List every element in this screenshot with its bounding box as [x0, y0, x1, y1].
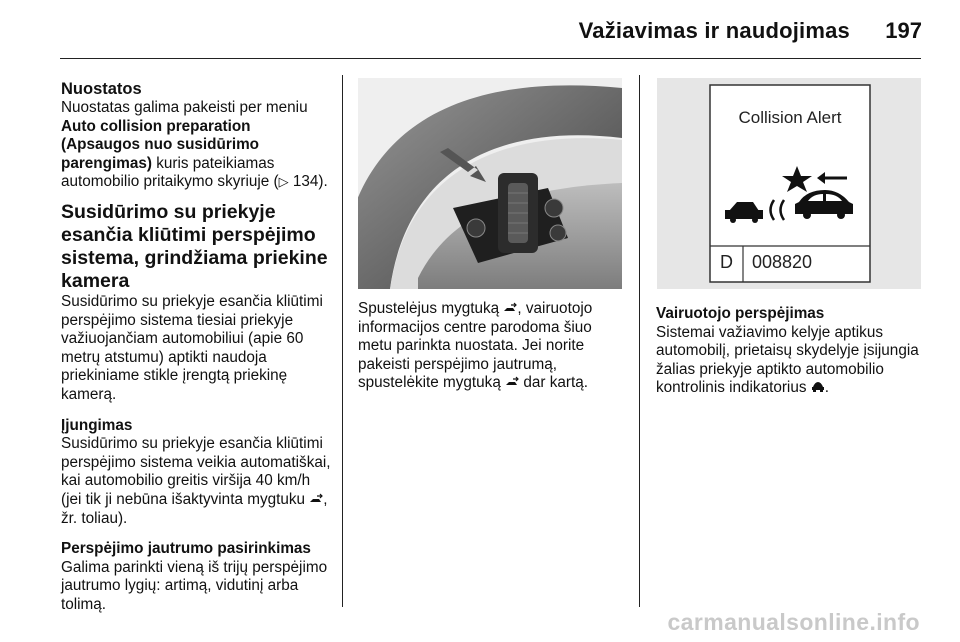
watermark: carmanualsonline.info	[667, 609, 920, 635]
collision-alert-button-icon	[505, 375, 519, 390]
alert-gear: D	[720, 252, 733, 272]
activation-paragraph	[61, 435, 333, 528]
right-text-1: Sistemai važiavimo kelyje aptikus automobilį, prietaisų skydelyje įsijungia žalias priekyje aptikto automobilio kontrolinis indikatorius	[656, 323, 919, 397]
vehicle-ahead-indicator-icon	[811, 380, 825, 395]
settings-page-ref: 134).	[288, 173, 328, 191]
sensitivity-paragraph: Galima parinkti vieną iš trijų perspėjimo jautrumo lygių: artimą, vidutinį arba tolimą.	[61, 558, 328, 613]
settings-text-2: kuris pateikiamas automobilio pritaikymo skyriuje (	[61, 154, 279, 191]
activation-text-2: , žr. toliau).	[61, 490, 328, 527]
middle-text-1: Spustelėjus mygtuką	[358, 300, 504, 317]
right-text-2: .	[824, 379, 829, 397]
column-divider-1	[342, 75, 343, 607]
right-column	[656, 305, 928, 398]
middle-paragraph	[358, 300, 630, 393]
middle-column	[358, 300, 630, 393]
alert-odometer: 008820	[752, 252, 813, 272]
settings-paragraph	[61, 99, 333, 192]
left-column	[61, 80, 333, 614]
alert-title: Collision Alert	[738, 108, 842, 127]
collision-alert-button-icon	[503, 301, 517, 316]
middle-text-3: dar kartą.	[519, 374, 588, 392]
activation-text-1: Susidūrimo su priekyje esančia kliūtimi perspėjimo sistema veikia automatiškai, kai automobilio greitis viršija 40 km/h (jei tik ji nebūna išaktyvinta mygtuku	[61, 435, 331, 508]
column-divider-2	[639, 75, 640, 607]
header-divider	[60, 58, 921, 59]
heading-driver-alert: Vairuotojo perspėjimas	[656, 305, 825, 322]
middle-text-2: , vairuotojo informacijos centre parodoma šiuo metu parinkta nuostata. Jei norite pakeisti perspėjimo jautrumą, spustelėkite mygtuką	[358, 300, 593, 392]
heading-sensitivity: Perspėjimo jautrumo pasirinkimas	[61, 540, 311, 558]
heading-settings: Nuostatos	[61, 80, 142, 98]
steering-wheel-figure	[358, 78, 622, 289]
main-paragraph: Susidūrimo su priekyje esančia kliūtimi perspėjimo sistema tiesiai priekyje važiuojančiam automobiliui (apie 60 metrų atstumu) aptikti naudoja priekiniame stikle įrengtą priekinę kamerą.	[61, 292, 323, 403]
heading-main: Susidūrimo su priekyje esančia kliūtimi perspėjimo sistema, grindžiama priekine kamera	[61, 200, 328, 292]
settings-text-1: Nuostatas galima pakeisti per meniu	[61, 99, 308, 116]
settings-menu-name: Auto collision preparation (Apsaugos nuo susidūrimo parengimas)	[61, 117, 260, 172]
header-title: Važiavimas ir naudojimas	[578, 18, 850, 43]
page-number: 197	[885, 18, 922, 43]
driver-alert-paragraph	[656, 324, 928, 398]
triangle-right-icon: ▷	[278, 174, 289, 190]
heading-activation: Įjungimas	[61, 416, 133, 434]
collision-alert-button-icon	[309, 492, 323, 507]
collision-alert-display-figure	[657, 78, 921, 289]
